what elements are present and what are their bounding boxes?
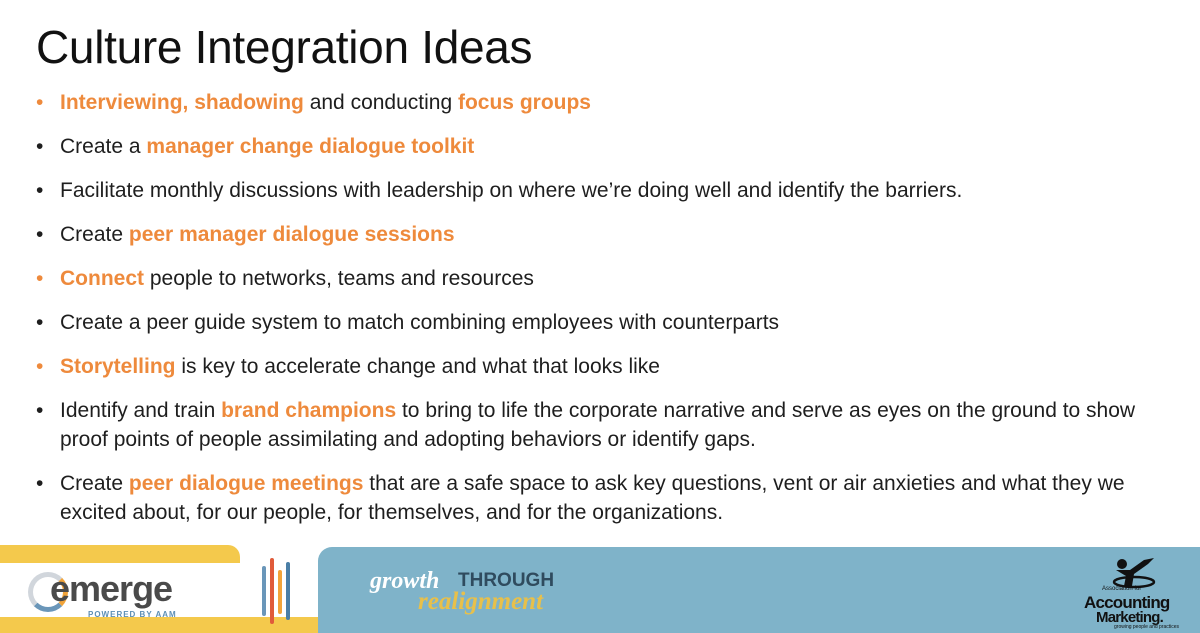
growth-through-realignment-logo <box>370 568 600 618</box>
person-figure-icon <box>1110 556 1156 590</box>
bullet-dot-icon: • <box>36 311 44 334</box>
bullet-text: that are a safe space to ask key questions, vent or air anxieties and what they we excited about, for our people, for themselves, and for the organizations. <box>60 472 1125 524</box>
highlight-text: Storytelling <box>60 355 176 378</box>
highlight-text: Connect <box>60 267 144 290</box>
emerge-logo-sub: POWERED BY AAM <box>88 610 177 619</box>
bullet-item <box>36 396 1186 454</box>
bullet-dot-icon: • <box>36 267 44 290</box>
aam-tagline: growing people and practices <box>1114 624 1180 630</box>
bullet-dot-icon: • <box>36 135 44 158</box>
bullet-text: Create a <box>60 135 147 158</box>
highlight-text: Interviewing, shadowing <box>60 91 304 114</box>
highlight-text: brand champions <box>221 399 397 422</box>
realignment-word: realignment <box>418 588 544 615</box>
bullet-item <box>36 220 1186 249</box>
bullet-text: people to networks, teams and resources <box>144 267 534 290</box>
highlight-text: peer dialogue meetings <box>128 472 364 495</box>
emerge-logo <box>28 568 198 620</box>
bullet-item <box>36 352 1186 381</box>
bullet-text: and conducting <box>303 91 458 114</box>
bullet-text: Facilitate monthly discussions with leadership on where we’re doing well and identify the barriers. <box>60 179 963 202</box>
slide-title: Culture Integration Ideas <box>36 21 533 73</box>
through-word: THROUGH <box>458 570 555 591</box>
bullet-dot-icon: • <box>36 399 44 422</box>
bullet-text: Create <box>60 223 129 246</box>
highlight-text: peer manager dialogue sessions <box>128 223 455 246</box>
bullet-item <box>36 264 1186 293</box>
bullet-dot-icon: • <box>36 472 44 495</box>
aam-marketing: Marketing. <box>1096 609 1164 626</box>
bullet-dot-icon: • <box>36 223 44 246</box>
aam-accounting: Accounting <box>1084 593 1170 612</box>
growth-word: growth <box>370 568 440 594</box>
aam-top-text: Association for <box>1102 586 1142 592</box>
bullet-item <box>36 308 1186 337</box>
bullet-text: is key to accelerate change and what that looks like <box>175 355 660 378</box>
highlight-text: manager change dialogue toolkit <box>146 135 475 158</box>
bullet-list <box>36 88 1186 542</box>
bullet-text: Identify and train <box>60 399 222 422</box>
bullet-dot-icon: • <box>36 355 44 378</box>
emerge-logo-word: emerge <box>50 568 173 609</box>
bullet-text: Create a peer guide system to match combining employees with counterparts <box>60 311 780 334</box>
bullet-text: Create <box>60 472 129 495</box>
bullet-text: to bring to life the corporate narrative and serve as eyes on the ground to show proof points of people assimilating and adopting behaviors or identify gaps. <box>60 399 1136 451</box>
stripes-icon <box>262 558 296 624</box>
aam-logo <box>1080 556 1192 628</box>
bullet-item <box>36 469 1186 527</box>
bullet-dot-icon: • <box>36 179 44 202</box>
bullet-item <box>36 88 1186 117</box>
bullet-item <box>36 176 1186 205</box>
highlight-text: focus groups <box>457 91 591 114</box>
bullet-dot-icon: • <box>36 91 44 114</box>
bullet-item <box>36 132 1186 161</box>
yellow-band-top <box>0 545 240 563</box>
